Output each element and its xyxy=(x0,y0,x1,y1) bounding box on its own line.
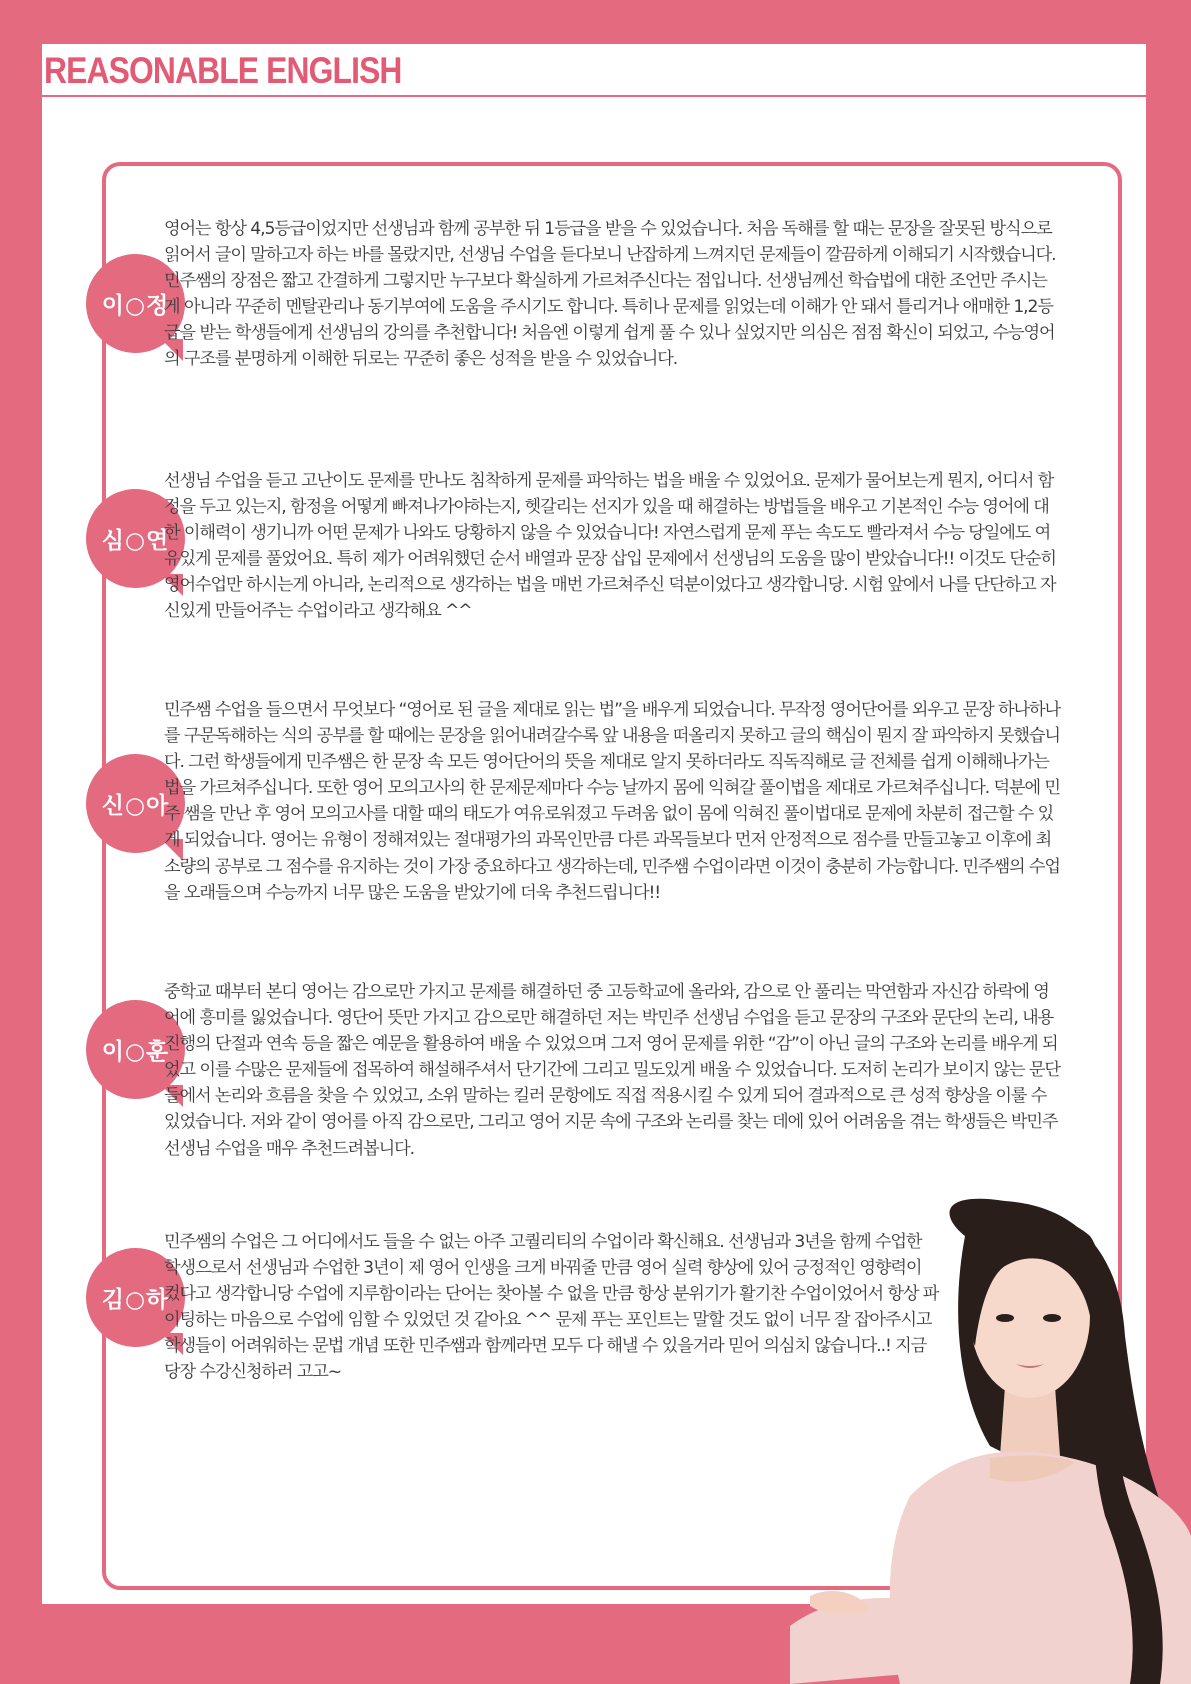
testimonial-paragraph: 영어는 항상 4,5등급이었지만 선생님과 함께 공부한 뒤 1등급을 받을 수 있었습니다. 처음 독해를 할 때는 문장을 잘못된 방식으로 읽어서 글이 말하고자 하는 바를 몰랐지만, 선생님 수업을 듣다보니 난잡하게 느껴지던 문제들이 깔끔하게 이해되기 시작했습니다. xyxy=(164,219,1056,266)
testimonial-text: 민주쌤 수업을 들으면서 무엇보다 “영어로 된 글을 제대로 읽는 법”을 배우게 되었습니다. 무작정 영어단어를 외우고 문장 하나하나를 구문독해하는 식의 공부를 할 때에는 문장을 읽어내려갈수록 앞 내용을 떠올리지 못하고 글의 핵심이 뭔지 잘 파악하지 못했습니다. 그런 학생들에게 민주쌤은 한 문장 속 모든 영어단어의 뜻을 제대로 알지 못하더라도 직독직해로 글 전체를 쉽게 이해해나가는 법을 가르쳐주십니다. 또한 영어 모의고사의 한 문제문제마다 수능 날까지 몸에 익혀갈 풀이법을 제대로 가르쳐주십니다. 덕분에 민주 쌤을 만난 후 영어 모의고사를 대할 때의 태도가 여유로워졌고 두려움 없이 몸에 익혀진 풀이법대로 문제에 차분히 접근할 수 있게 되었습니다. 영어는 유형이 정해져있는 절대평가의 과목인만큼 다른 과목들보다 먼저 안정적으로 점수를 만들고놓고 이후에 최소량의 공부로 그 점수를 유지하는 것이 가장 중요하다고 생각하는데, 민주쌤 수업이라면 이것이 충분히 가능합니다. 민주쌤의 수업을 오래들으며 수능까지 너무 많은 도움을 받았기에 더욱 추천드립니다!! xyxy=(164,700,1060,903)
reviewer-name: 신○아 xyxy=(101,793,170,819)
reviewer-name: 이○정 xyxy=(101,293,170,319)
reviewer-name: 심○연 xyxy=(101,528,170,554)
testimonial-paragraph: 민주쌤의 장점은 짧고 간결하게 그렇지만 누구보다 확실하게 가르쳐주신다는 점입니다. 선생님께선 학습법에 대한 조언만 주시는게 아니라 꾸준히 멘탈관리나 동기부여에 도움을 주시기도 합니다. 특히나 문제를 읽었는데 이해가 안 돼서 틀리거나 애매한 1,2등급을 받는 학생들에게 선생님의 강의를 추천합니다! 처음엔 이렇게 쉽게 풀 수 있나 싶었지만 의심은 점점 확신이 되었고, 수능영어의 구조를 분명하게 이해한 뒤로는 꾸준히 좋은 성적을 받을 수 있었습니다. xyxy=(164,271,1055,370)
reviewer-name: 김○하 xyxy=(101,1287,170,1313)
testimonial-text: 민주쌤의 수업은 그 어디에서도 들을 수 없는 아주 고퀄리티의 수업이라 확신해요. 선생님과 3년을 함께 수업한 학생으로서 선생님과 수업한 3년이 제 영어 인생을 크게 바꿔줄 만큼 영어 실력 향상에 있어 긍정적인 영향력이 컸다고 생각합니당 수업에 지루함이라는 단어는 찾아볼 수 없을 만큼 항상 분위기가 활기찬 수업이었어서 항상 파이팅하는 마음으로 수업에 임할 수 있었던 것 같아요 ^^ 문제 푸는 포인트는 말할 것도 없이 너무 잘 잡아주시고 학생들이 어려워하는 문법 개념 또한 민주쌤과 함께라면 모두 다 해낼 수 있을거라 믿어 의심치 않습니다..! 지금 당장 수강신청하러 고고~ xyxy=(164,1232,939,1383)
teacher-portrait xyxy=(790,1196,1191,1684)
reviewer-name: 이○훈 xyxy=(101,1039,170,1065)
brand-title: REASONABLE ENGLISH xyxy=(44,50,402,91)
header-divider xyxy=(42,95,1146,97)
testimonial-text: 선생님 수업을 듣고 고난이도 문제를 만나도 침착하게 문제를 파악하는 법을 배울 수 있었어요. 문제가 물어보는게 뭔지, 어디서 함정을 두고 있는지, 함정을 어떻게 빠져나가야하는지, 헷갈리는 선지가 있을 때 해결하는 방법들을 배우고 기본적인 수능 영어에 대한 이해력이 생기니까 어떤 문제가 나와도 당황하지 않을 수 있었습니다! 자연스럽게 문제 푸는 속도도 빨라져서 수능 당일에도 여유있게 문제를 풀었어요. 특히 제가 어려워했던 순서 배열과 문장 삽입 문제에서 선생님의 도움을 많이 받았습니다!! 이것도 단순히 영어수업만 하시는게 아니라, 논리적으로 생각하는 법을 매번 가르쳐주신 덕분이었다고 생각합니당. 시험 앞에서 나를 단단하고 자신있게 만들어주는 수업이라고 생각해요 ^^ xyxy=(164,471,1056,622)
testimonial-text: 중학교 때부터 본디 영어는 감으로만 가지고 문제를 해결하던 중 고등학교에 올라와, 감으로 안 풀리는 막연함과 자신감 하락에 영어에 흥미를 잃었습니다. 영단어 뜻만 가지고 감으로만 해결하던 저는 박민주 선생님 수업을 듣고 문장의 구조와 문단의 논리, 내용 진행의 단절과 연속 등을 짧은 예문을 활용하여 배울 수 있었으며 그저 영어 문제를 위한 “감”이 아닌 글의 구조와 논리를 배우게 되었고 이를 수많은 문제들에 접목하여 해설해주셔서 단기간에 그리고 밀도있게 배울 수 있었습니다. 도저히 논리가 보이지 않는 문단들에서 논리와 흐름을 찾을 수 있었고, 소위 말하는 킬러 문항에도 직접 적용시킬 수 있게 되어 결과적으로 큰 성적 향상을 이룰 수 있었습니다. 저와 같이 영어를 아직 감으로만, 그리고 영어 지문 속에 구조와 논리를 찾는 데에 있어 어려움을 겪는 학생들은 박민주 선생님 수업을 매우 추천드려봅니다. xyxy=(164,982,1060,1159)
testimonial-text xyxy=(164,216,1060,373)
